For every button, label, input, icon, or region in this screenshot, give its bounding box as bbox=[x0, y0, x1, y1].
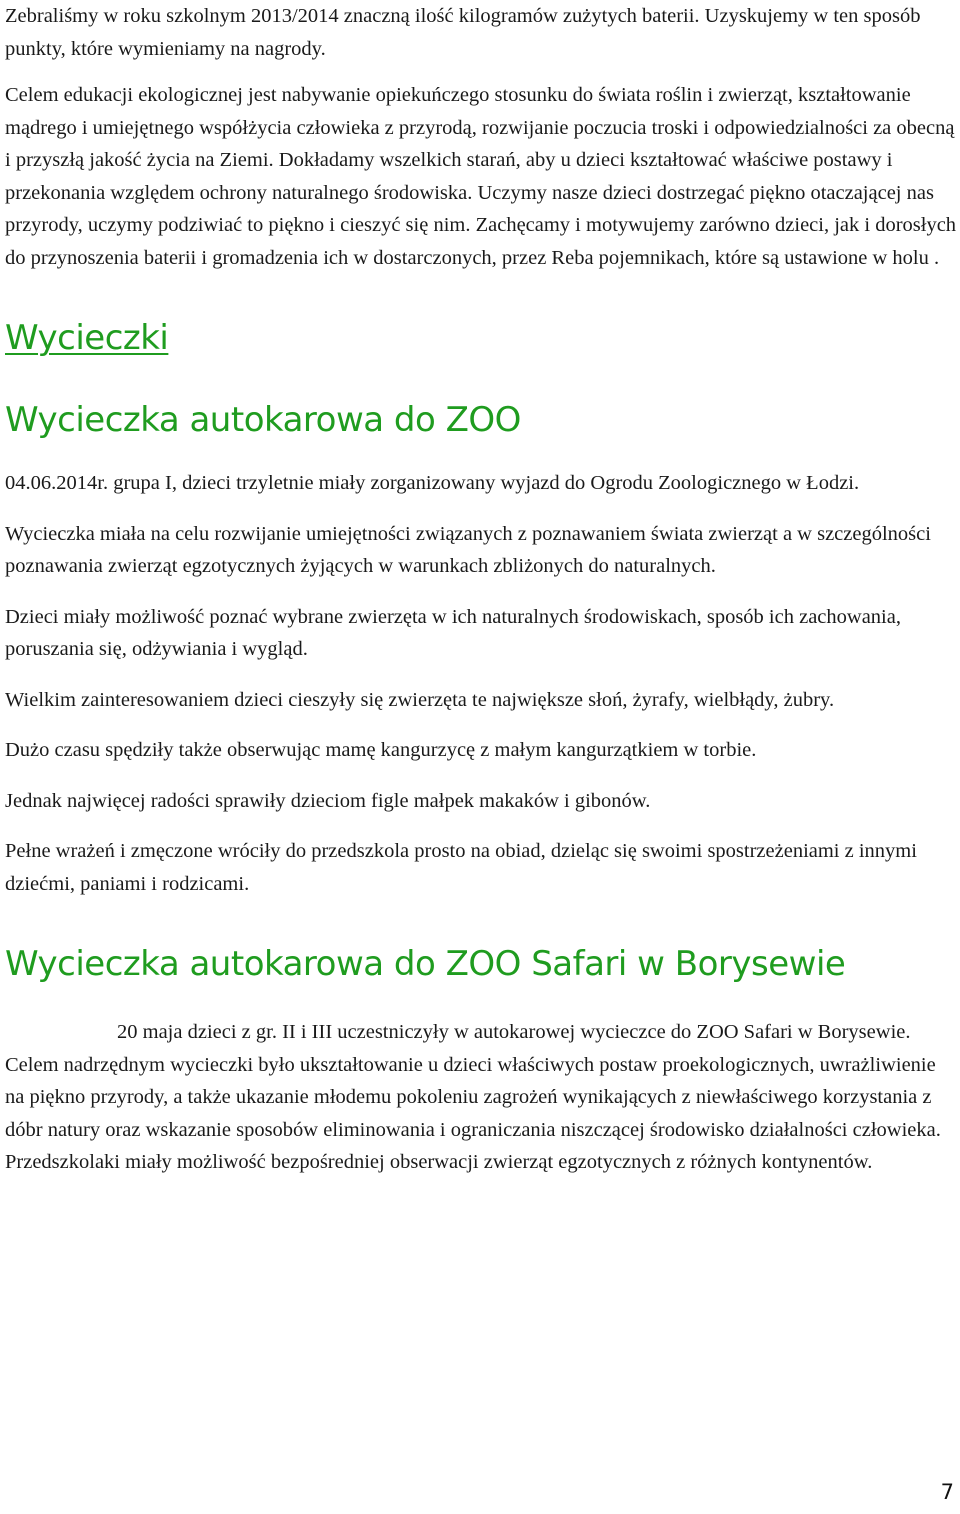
trip-zoo-paragraph: Dzieci miały możliwość poznać wybrane zwierzęta w ich naturalnych środowiskach, sposób ich zachowania, poruszania się, odżywiania i wygląd. bbox=[5, 605, 901, 660]
trip-safari-paragraph: 20 maja dzieci z gr. II i III uczestniczyły w autokarowej wycieczce do ZOO Safari w Borysewie. Celem nadrzędnym wycieczki było ukształtowanie u dzieci właściwych postaw proekologicznych, uwrażliwienie na piękno przyrody, a także ukazanie młodemu pokoleniu zagrożeń wynikających z niewłaściwego korzystania z dóbr natury oraz wskazanie sposobów eliminowania i ograniczania niszczącej środowisko działalności człowieka. Przedszkolaki miały możliwość bezpośredniej obserwacji zwierząt egzotycznych z różnych kontynentów. bbox=[5, 1021, 941, 1173]
trip-zoo-paragraph: Wycieczka miała na celu rozwijanie umiejętności związanych z poznawaniem świata zwierząt a w szczególności poznawania zwierząt egzotycznych żyjących w warunkach zbliżonych do naturalnych. bbox=[5, 522, 931, 577]
trip-safari-title: Wycieczka autokarowa do ZOO Safari w Borysewie bbox=[5, 944, 846, 984]
trip-zoo-title: Wycieczka autokarowa do ZOO bbox=[5, 400, 521, 440]
intro-paragraph-ecology: Celem edukacji ekologicznej jest nabywanie opiekuńczego stosunku do świata roślin i zwierząt, kształtowanie mądrego i umiejętnego współżycia człowieka z przyrodą, rozwijanie poczucia troski i odpowiedzialności za obecną i przyszłą jakość życia na Ziemi. Dokładamy wszelkich starań, aby u dzieci kształtować właściwe postawy i przekonania względem ochrony naturalnego środowiska. Uczymy nasze dzieci dostrzegać piękno otaczającej nas przyrody, uczymy podziwiać to piękno i cieszyć się nim. Zachęcamy i motywujemy zarówno dzieci, jak i dorosłych do przynoszenia baterii i gromadzenia ich w dostarczonych, przez Reba pojemnikach, które są ustawione w holu . bbox=[5, 84, 957, 269]
trip-zoo-paragraph: Jednak najwięcej radości sprawiły dzieciom figle małpek makaków i gibonów. bbox=[5, 789, 651, 812]
section-title-trips: Wycieczki bbox=[5, 318, 169, 358]
intro-paragraph-batteries: Zebraliśmy w roku szkolnym 2013/2014 znaczną ilość kilogramów zużytych baterii. Uzyskujemy w ten sposób punkty, które wymieniamy na nagrody. bbox=[5, 5, 921, 60]
page-number: 7 bbox=[940, 1480, 954, 1504]
trip-zoo-date-paragraph: 04.06.2014r. grupa I, dzieci trzyletnie miały zorganizowany wyjazd do Ogrodu Zoologicznego w Łodzi. bbox=[5, 472, 860, 494]
document-page bbox=[5, 0, 957, 1179]
trip-zoo-paragraph: Wielkim zainteresowaniem dzieci cieszyły się zwierzęta te największe słoń, żyrafy, wielbłądy, żubry. bbox=[5, 688, 835, 711]
trip-zoo-paragraph: Dużo czasu spędziły także obserwując mamę kangurzycę z małym kangurzątkiem w torbie. bbox=[5, 739, 757, 761]
trip-zoo-paragraph: Pełne wrażeń i zmęczone wróciły do przedszkola prosto na obiad, dzieląc się swoimi spostrzeżeniami z innymi dziećmi, paniami i rodzicami. bbox=[5, 840, 917, 895]
